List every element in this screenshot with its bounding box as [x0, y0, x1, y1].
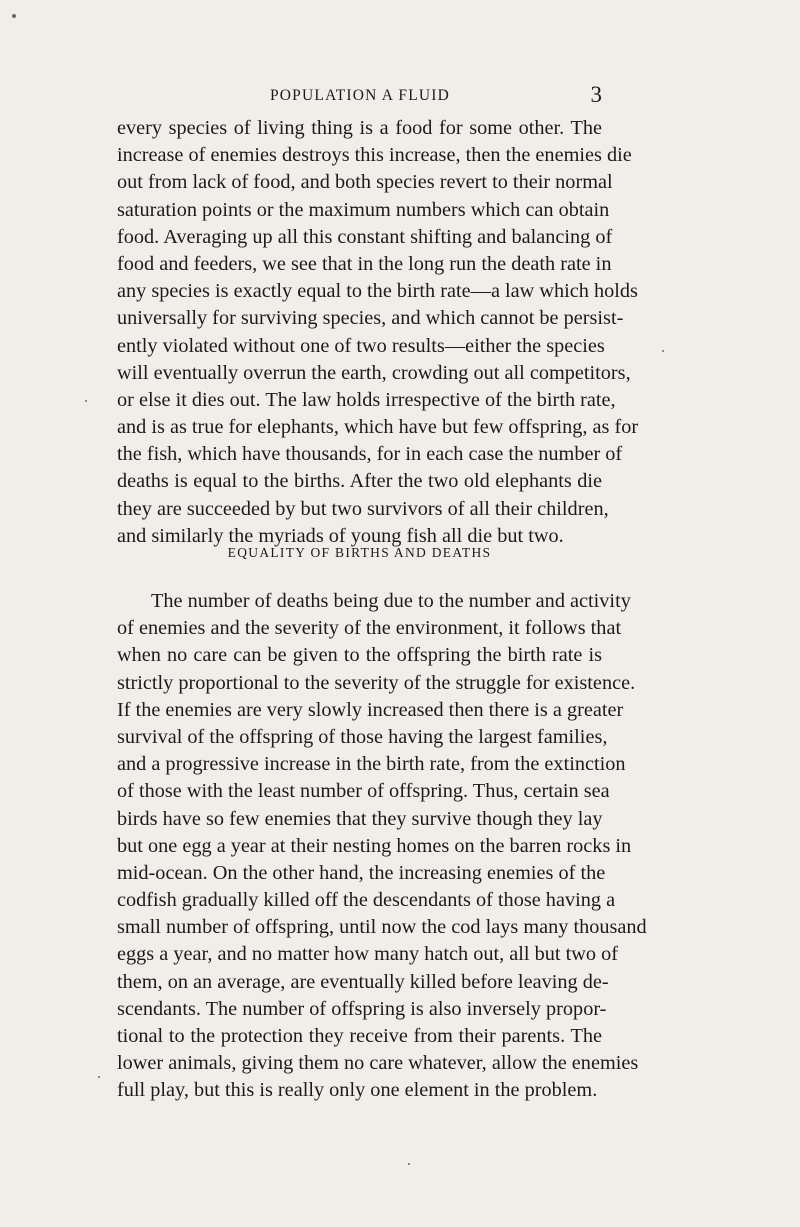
text-line: small number of offspring, until now the cod lays many thousand: [117, 916, 647, 939]
body-paragraph-1: [117, 115, 639, 550]
text-line: food. Averaging up all this constant shifting and balancing of: [117, 225, 613, 248]
paper-speck: [12, 14, 16, 18]
text-line: eggs a year, and no matter how many hatch out, all but two of: [117, 943, 619, 966]
text-line: universally for surviving species, and which cannot be persist-: [117, 307, 624, 330]
text-line: codfish gradually killed off the descendants of those having a: [117, 889, 616, 912]
text-line: but one egg a year at their nesting homes on the barren rocks in: [117, 834, 632, 857]
text-line: and a progressive increase in the birth rate, from the extinction: [117, 753, 626, 776]
text-line: strictly proportional to the severity of the struggle for existence.: [117, 671, 636, 694]
text-line: tional to the protection they receive from their parents. The: [117, 1025, 602, 1047]
text-line: every species of living thing is a food for some other. The: [117, 117, 602, 139]
text-line: and is as true for elephants, which have but few offspring, as for: [117, 416, 639, 439]
body-paragraph-2: [117, 588, 647, 1105]
text-line: If the enemies are very slowly increased then there is a greater: [117, 698, 624, 721]
text-line: deaths is equal to the births. After the two old elephants die: [117, 470, 602, 493]
text-line: they are succeeded by but two survivors of all their children,: [117, 497, 609, 520]
paper-speck: [98, 1076, 100, 1078]
paper-speck: [662, 350, 664, 352]
text-line: food and feeders, we see that in the long run the death rate in: [117, 252, 612, 275]
text-line: mid-ocean. On the other hand, the increasing enemies of the: [117, 861, 606, 884]
text-line: The number of deaths being due to the number and activity: [151, 590, 631, 612]
running-title: POPULATION A FLUID: [269, 87, 451, 104]
text-line: scendants. The number of offspring is also inversely propor-: [117, 997, 607, 1020]
text-line: survival of the offspring of those having the largest families,: [117, 725, 608, 748]
section-heading: EQUALITY OF BIRTHS AND DEATHS: [227, 545, 492, 560]
text-line: increase of enemies destroys this increase, then the enemies die: [117, 144, 632, 167]
text-line: of enemies and the severity of the environment, it follows that: [117, 617, 622, 640]
paper-speck: [85, 400, 87, 402]
page-number: 3: [590, 82, 602, 107]
text-line: will eventually overrun the earth, crowding out all competitors,: [117, 361, 631, 384]
text-line: saturation points or the maximum numbers which can obtain: [117, 198, 610, 221]
text-line: lower animals, giving them no care whatever, allow the enemies: [117, 1052, 639, 1075]
text-line: ently violated without one of two results—either the species: [117, 334, 605, 357]
text-line: out from lack of food, and both species revert to their normal: [117, 171, 613, 194]
running-head: [118, 84, 602, 108]
text-line: of those with the least number of offspring. Thus, certain sea: [117, 780, 610, 803]
text-line: or else it dies out. The law holds irrespective of the birth rate,: [117, 388, 616, 411]
text-line: birds have so few enemies that they survive though they lay: [117, 807, 603, 830]
text-line: the fish, which have thousands, for in each case the number of: [117, 443, 623, 466]
text-line: and similarly the myriads of young fish all die but two.: [117, 524, 564, 547]
text-line: any species is exactly equal to the birth rate—a law which holds: [117, 280, 638, 303]
paper-speck: [408, 1163, 410, 1165]
text-line: when no care can be given to the offspring the birth rate is: [117, 644, 602, 667]
text-line: full play, but this is really only one element in the problem.: [117, 1079, 598, 1102]
text-line: them, on an average, are eventually killed before leaving de-: [117, 970, 609, 993]
